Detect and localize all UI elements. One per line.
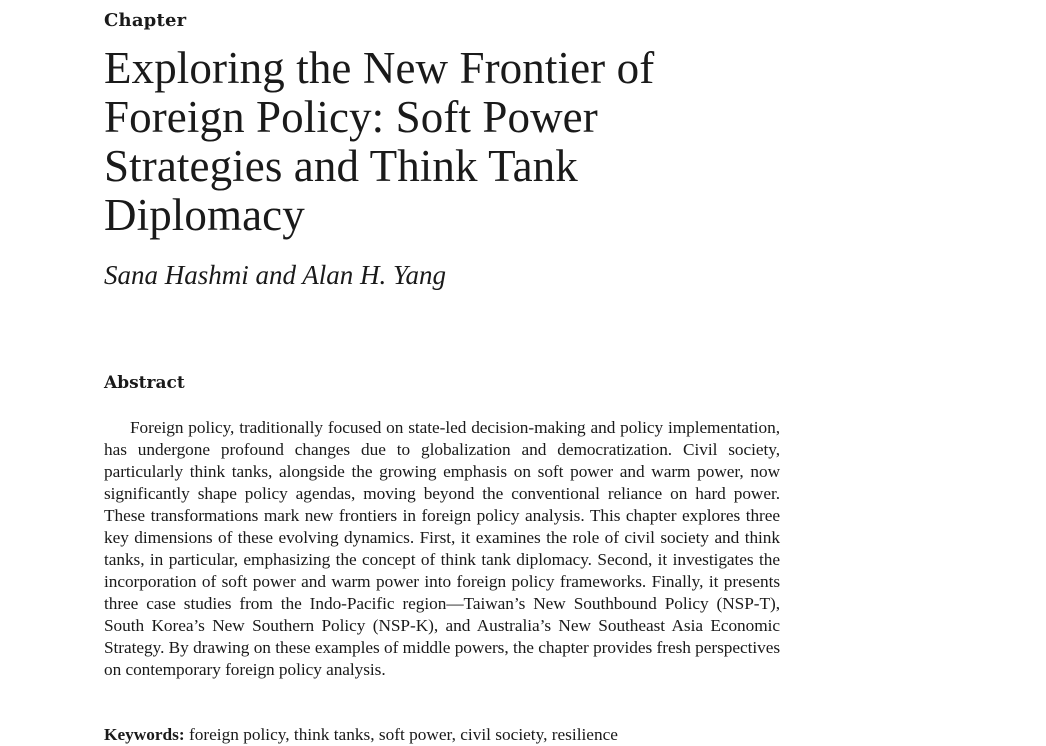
chapter-authors: Sana Hashmi and Alan H. Yang [104, 260, 447, 290]
keywords-text: foreign policy, think tanks, soft power, civil society, resilience [188, 725, 618, 744]
abstract-heading: Abstract [104, 373, 185, 393]
chapter-title: Exploring the New Frontier of Foreign Policy: Soft Power Strategies and Think Tank Diplomacy [104, 43, 655, 240]
chapter-label: Chapter [104, 10, 187, 31]
abstract-text: Foreign policy, traditionally focused on state-led decision-making and policy implementation, has undergone profound changes due to globalization and democratization. Civil society, particularly think tanks, alongside the growing emphasis on soft power and warm power, now significantly shape policy agendas, moving beyond the conventional reliance on hard power. These transformations mark new frontiers in foreign policy analysis. This chapter explores three key dimensions of these evolving dynamics. First, it examines the role of civil society and think tanks, in particular, emphasizing the concept of think tank diplomacy. Second, it investigates the incorporation of soft power and warm power into foreign policy frameworks. Finally, it presents three case studies from the Indo-Pacific region—Taiwan’s New Southbound Policy (NSP-T), South Korea’s New Southern Policy (NSP-K), and Australia’s New Southeast Asia Economic Strategy. By drawing on these examples of middle powers, the chapter provides fresh perspectives on contemporary foreign policy analysis. [104, 418, 780, 679]
keywords-line [104, 724, 784, 746]
keywords-label: Keywords: [104, 725, 185, 744]
